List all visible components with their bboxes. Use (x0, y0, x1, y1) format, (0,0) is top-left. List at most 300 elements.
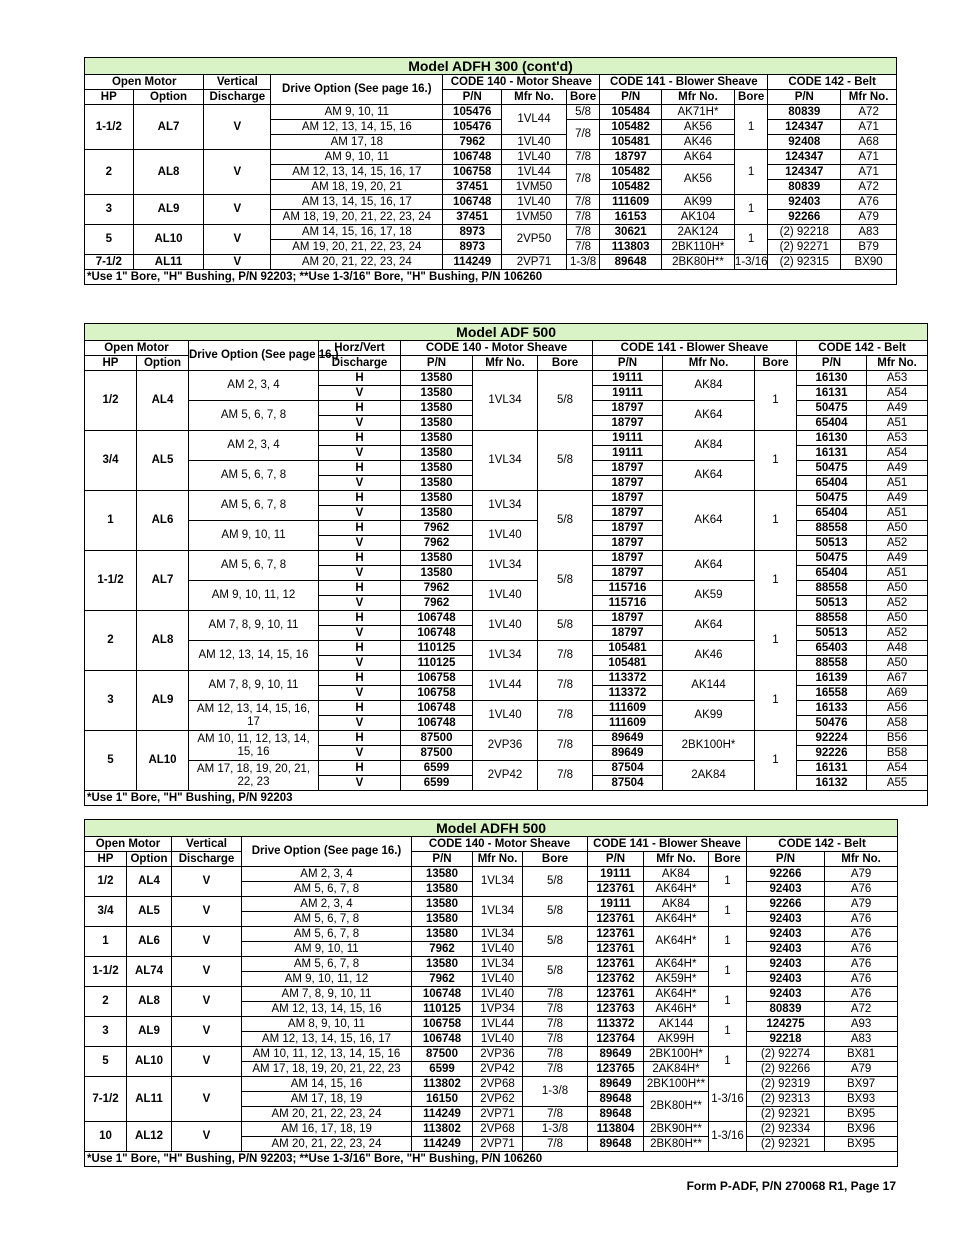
table-cell: 1 (755, 551, 797, 611)
table-cell: 50475 (797, 461, 867, 476)
table-cell: 123761 (588, 957, 644, 972)
table-cell: 5/8 (523, 927, 588, 957)
header-pn: P/N (593, 356, 663, 371)
table-cell: (2) 92313 (747, 1092, 825, 1107)
table-cell: 5/8 (523, 867, 588, 897)
table-cell: AL8 (133, 150, 204, 195)
table-cell: 1/2 (85, 867, 127, 897)
table-cell: 1 (734, 225, 767, 255)
header-mfr: Mfr No. (867, 356, 928, 371)
table-note: *Use 1" Bore, "H" Bushing, P/N 92203; **Use 1-3/16" Bore, "H" Bushing, P/N 106260 (85, 1152, 898, 1167)
table-row (85, 371, 928, 386)
table-row (85, 611, 928, 626)
table-cell: V (172, 1077, 242, 1122)
table-cell: 7/8 (566, 120, 599, 150)
table-row (85, 927, 898, 942)
table-cell: 1VL34 (473, 371, 538, 431)
table-cell: A51 (867, 476, 928, 491)
header-option: Option (137, 356, 189, 371)
table-cell: AM 20, 21, 22, 23, 24 (271, 255, 443, 270)
table-cell: V (319, 536, 401, 551)
table-cell: 2BK80H** (644, 1092, 709, 1122)
table-cell: BX81 (825, 1047, 898, 1062)
table-cell: AM 12, 13, 14, 15, 16 (271, 120, 443, 135)
table-cell: (2) 92218 (768, 225, 841, 240)
table-cell: 114249 (412, 1137, 473, 1152)
table-row (85, 1017, 898, 1032)
table-cell: AL7 (133, 105, 204, 150)
table-cell: AL4 (127, 867, 172, 897)
table-cell: 16132 (797, 776, 867, 791)
table-cell: 50475 (797, 401, 867, 416)
table-cell: 92224 (797, 731, 867, 746)
table-cell: 1 (734, 195, 767, 225)
header-bore: Bore (755, 356, 797, 371)
table-cell: 92403 (747, 972, 825, 987)
table-cell: 1VP34 (473, 1002, 523, 1017)
table-cell: (2) 92274 (747, 1047, 825, 1062)
table-cell: A71 (841, 120, 897, 135)
table-cell: AM 5, 6, 7, 8 (189, 401, 319, 431)
table-cell: 16131 (797, 446, 867, 461)
table-cell: 1-3/8 (523, 1077, 588, 1107)
table-cell: H (319, 611, 401, 626)
table-cell: 92266 (747, 867, 825, 882)
table-cell: 1 (709, 867, 747, 897)
table-cell: A76 (825, 882, 898, 897)
table-cell: 124275 (747, 1017, 825, 1032)
table-cell: 1VL40 (502, 150, 567, 165)
table-cell: A76 (841, 195, 897, 210)
table-cell: A51 (867, 566, 928, 581)
table-cell: 18797 (593, 476, 663, 491)
header-open-motor: Open Motor (85, 75, 204, 90)
table-cell: 105481 (593, 656, 663, 671)
table-cell: AM 17, 18, 19, 20, 21, 22, 23 (242, 1062, 412, 1077)
table-cell: 89649 (588, 1077, 644, 1092)
table-cell: 2VP36 (473, 731, 538, 761)
table-title: Model ADF 500 (85, 324, 928, 341)
table-cell: 92266 (768, 210, 841, 225)
page-footer: Form P-ADF, P/N 270068 R1, Page 17 (686, 1179, 896, 1193)
table-cell: 1-1/2 (85, 105, 134, 150)
table-cell: 1 (709, 927, 747, 957)
table-cell: 123761 (588, 927, 644, 942)
table-cell: 7-1/2 (85, 255, 134, 270)
table-cell: (2) 92315 (768, 255, 841, 270)
table-cell: 123761 (588, 987, 644, 1002)
table-cell: 113372 (593, 686, 663, 701)
table-cell: 8973 (443, 225, 502, 240)
table-cell: 5/8 (538, 371, 593, 431)
table-cell: 1VL34 (473, 897, 523, 927)
table-cell: AK84 (663, 431, 755, 461)
header-pn: P/N (768, 90, 841, 105)
table-cell: AM 16, 17, 18, 19 (242, 1122, 412, 1137)
table-cell: 2BK100H** (644, 1077, 709, 1092)
table-cell: 1 (755, 491, 797, 551)
table-cell: BX96 (825, 1122, 898, 1137)
table-cell: A51 (867, 506, 928, 521)
table-cell: AK64 (663, 611, 755, 641)
table-cell: 16130 (797, 371, 867, 386)
table-cell: 16131 (797, 386, 867, 401)
table-cell: V (172, 987, 242, 1017)
table-cell: AM 9, 10, 11 (189, 521, 319, 551)
table-cell: 3 (85, 195, 134, 225)
table-cell: AK56 (662, 165, 735, 195)
table-cell: A76 (825, 942, 898, 957)
table-cell: AM 7, 8, 9, 10, 11 (189, 671, 319, 701)
table-row (85, 701, 928, 716)
table-cell: AK71H* (662, 105, 735, 120)
table-cell: 18797 (593, 491, 663, 506)
table-cell: AL10 (127, 1047, 172, 1077)
header-mfr: Mfr No. (663, 356, 755, 371)
table-cell: 7/8 (566, 150, 599, 165)
table-cell: V (319, 626, 401, 641)
header-code142: CODE 142 - Belt (747, 837, 898, 852)
table-cell: 18797 (600, 150, 662, 165)
table-cell: 2BK90H** (644, 1122, 709, 1137)
table-cell: V (172, 867, 242, 897)
table-cell: 1VL44 (473, 1017, 523, 1032)
table-cell: 92403 (747, 912, 825, 927)
table-cell: AK64H* (644, 927, 709, 957)
table-cell: A53 (867, 431, 928, 446)
table-row (85, 761, 928, 776)
table-cell: AM 2, 3, 4 (242, 867, 412, 882)
table-cell: AL5 (127, 897, 172, 927)
table-cell: AM 19, 20, 21, 22, 23, 24 (271, 240, 443, 255)
table-cell: 106748 (443, 150, 502, 165)
table-cell: AM 18, 19, 20, 21, 22, 23, 24 (271, 210, 443, 225)
table-cell: 2AK84H* (644, 1062, 709, 1077)
table-row (85, 641, 928, 656)
table-cell: 19111 (593, 446, 663, 461)
table-cell: BX97 (825, 1077, 898, 1092)
table-cell: V (204, 195, 271, 225)
table-cell: 2VP68 (473, 1077, 523, 1092)
header-code140: CODE 140 - Motor Sheave (412, 837, 588, 852)
table-cell: 1VL40 (473, 987, 523, 1002)
table-cell: AL9 (137, 671, 189, 731)
table-cell: 13580 (412, 867, 473, 882)
table-body (85, 371, 928, 791)
table-cell: 1-1/2 (85, 551, 137, 611)
table-cell: H (319, 551, 401, 566)
table-cell: 5/8 (538, 551, 593, 611)
table-cell: 2VP42 (473, 1062, 523, 1077)
table-cell: 1VL34 (473, 957, 523, 972)
table-cell: 1 (755, 371, 797, 431)
table-cell: 87504 (593, 776, 663, 791)
table-cell: A79 (825, 1062, 898, 1077)
table-cell: AM 9, 10, 11 (271, 150, 443, 165)
table-cell: 19111 (593, 371, 663, 386)
table-cell: 80839 (747, 1002, 825, 1017)
table-cell: AK64H* (644, 957, 709, 972)
table-cell: AK64 (663, 461, 755, 491)
table-cell: 13580 (401, 461, 473, 476)
table-cell: 113804 (588, 1122, 644, 1137)
table-cell: AM 17, 18, 19, 20, 21, 22, 23 (189, 761, 319, 791)
table-cell: 13580 (401, 506, 473, 521)
table-cell: 1/2 (85, 371, 137, 431)
table-cell: A56 (867, 701, 928, 716)
table-cell: 7/8 (523, 1047, 588, 1062)
table-cell: 50513 (797, 596, 867, 611)
table-cell: 13580 (401, 476, 473, 491)
table-cell: (2) 92321 (747, 1137, 825, 1152)
table-cell: 5/8 (523, 957, 588, 987)
table-cell: 16130 (797, 431, 867, 446)
table-cell: AM 2, 3, 4 (189, 371, 319, 401)
table-cell: H (319, 641, 401, 656)
table-row (85, 731, 928, 746)
table-cell: A55 (867, 776, 928, 791)
table-cell: 7962 (401, 581, 473, 596)
header-bore: Bore (538, 356, 593, 371)
header-code142: CODE 142 - Belt (768, 75, 897, 90)
table-cell: AK99H (644, 1032, 709, 1047)
table-cell: 89649 (593, 746, 663, 761)
table-title: Model ADFH 500 (85, 820, 898, 837)
table-cell: 2VP62 (473, 1092, 523, 1107)
table-cell: 1 (709, 897, 747, 927)
table-cell: 92403 (747, 957, 825, 972)
table-cell: 2BK100H* (644, 1047, 709, 1062)
table-cell: 105481 (593, 641, 663, 656)
header-pn: P/N (443, 90, 502, 105)
table-cell: A93 (825, 1017, 898, 1032)
table-cell: 16150 (412, 1092, 473, 1107)
table-cell: AK64H* (644, 912, 709, 927)
table-cell: V (319, 776, 401, 791)
table-cell: 2BK100H* (663, 731, 755, 761)
table-cell: AL4 (137, 371, 189, 431)
table-cell: 13580 (412, 897, 473, 912)
table-cell: V (172, 897, 242, 927)
table-cell: 3 (85, 671, 137, 731)
table-cell: 1-3/16 (709, 1077, 747, 1122)
table-body (85, 105, 897, 270)
table-cell: AK64H* (644, 987, 709, 1002)
table-cell: 50513 (797, 626, 867, 641)
table-cell: 1VL40 (502, 135, 567, 150)
table-cell: 7/8 (566, 225, 599, 240)
table-cell: 123762 (588, 972, 644, 987)
table-cell: AM 20, 21, 22, 23, 24 (242, 1107, 412, 1122)
header-open-motor: Open Motor (85, 837, 172, 852)
table-cell: A76 (825, 912, 898, 927)
table-cell: H (319, 491, 401, 506)
table-cell: AK64H* (644, 882, 709, 897)
table-cell: 18797 (593, 611, 663, 626)
table-cell: A52 (867, 536, 928, 551)
table-cell: A79 (825, 867, 898, 882)
table-adf500 (84, 323, 928, 806)
table-cell: 7962 (401, 536, 473, 551)
table-cell: 16153 (600, 210, 662, 225)
table-cell: A76 (825, 987, 898, 1002)
table-cell: AM 8, 9, 10, 11 (242, 1017, 412, 1032)
table-cell: A76 (825, 927, 898, 942)
table-cell: 1VL34 (473, 491, 538, 521)
table-cell: 123763 (588, 1002, 644, 1017)
table-cell: AL11 (133, 255, 204, 270)
table-cell: A67 (867, 671, 928, 686)
table-cell: 19111 (593, 386, 663, 401)
table-cell: A58 (867, 716, 928, 731)
header-open-motor: Open Motor (85, 341, 189, 356)
table-cell: AK104 (662, 210, 735, 225)
table-cell: 89648 (588, 1137, 644, 1152)
header-pn: P/N (588, 852, 644, 867)
table-row (85, 897, 898, 912)
table-cell: AM 2, 3, 4 (242, 897, 412, 912)
table-cell: 105482 (600, 180, 662, 195)
table-cell: 87500 (401, 731, 473, 746)
table-cell: 18797 (593, 461, 663, 476)
table-row (85, 225, 897, 240)
table-cell: 92266 (747, 897, 825, 912)
table-cell: BX93 (825, 1092, 898, 1107)
table-cell: 3/4 (85, 431, 137, 491)
table-cell: A49 (867, 551, 928, 566)
table-cell: 105482 (600, 165, 662, 180)
table-cell: 106748 (401, 626, 473, 641)
table-cell: AM 9, 10, 11, 12 (189, 581, 319, 611)
header-mfr: Mfr No. (502, 90, 567, 105)
table-cell: A48 (867, 641, 928, 656)
table-cell: 113802 (412, 1122, 473, 1137)
table-cell: 1 (85, 491, 137, 551)
table-cell: A72 (841, 105, 897, 120)
table-cell: AM 10, 11, 12, 13, 14, 15, 16 (242, 1047, 412, 1062)
table-cell: 7/8 (523, 1062, 588, 1077)
table-cell: (2) 92271 (768, 240, 841, 255)
table-cell: AM 13, 14, 15, 16, 17 (271, 195, 443, 210)
header-bore: Bore (709, 852, 747, 867)
table-cell: AM 18, 19, 20, 21 (271, 180, 443, 195)
table-adfh500 (84, 819, 898, 1167)
table-cell: 1VL34 (473, 641, 538, 671)
table-cell: 37451 (443, 180, 502, 195)
table-cell: 65404 (797, 476, 867, 491)
table-cell: AM 5, 6, 7, 8 (242, 927, 412, 942)
table-cell: 2 (85, 611, 137, 671)
table-cell: 13580 (401, 446, 473, 461)
table-cell: 1 (709, 987, 747, 1017)
table-cell: AK99 (663, 701, 755, 731)
table-adfh300 (84, 57, 897, 285)
table-cell: H (319, 701, 401, 716)
table-cell: 18797 (593, 551, 663, 566)
table-cell: 110125 (401, 641, 473, 656)
header-mfr: Mfr No. (662, 90, 735, 105)
table-cell: 7/8 (566, 240, 599, 255)
table-cell: B56 (867, 731, 928, 746)
table-row (85, 987, 898, 1002)
table-cell: 7962 (401, 596, 473, 611)
table-cell: AL8 (127, 987, 172, 1017)
table-cell: 111609 (593, 701, 663, 716)
table-cell: 2BK80H** (662, 255, 735, 270)
header-code142: CODE 142 - Belt (797, 341, 928, 356)
table-cell: H (319, 521, 401, 536)
table-cell: AM 10, 11, 12, 13, 14, 15, 16 (189, 731, 319, 761)
table-cell: 13580 (401, 431, 473, 446)
table-cell: A49 (867, 491, 928, 506)
table-cell: 1VL34 (473, 927, 523, 942)
table-cell: 124347 (768, 165, 841, 180)
table-cell: 65404 (797, 416, 867, 431)
table-row (85, 521, 928, 536)
table-cell: H (319, 461, 401, 476)
table-cell: V (172, 1017, 242, 1047)
table-cell: 1VL40 (473, 611, 538, 641)
header-pn: P/N (797, 356, 867, 371)
table-cell: 113372 (593, 671, 663, 686)
table-cell: 37451 (443, 210, 502, 225)
table-cell: 13580 (412, 882, 473, 897)
table-cell: A79 (825, 897, 898, 912)
table-cell: 80839 (768, 105, 841, 120)
table-cell: 106758 (401, 671, 473, 686)
table-cell: 1 (709, 957, 747, 987)
table-cell: AK46H* (644, 1002, 709, 1017)
table-cell: 1VM50 (502, 180, 567, 195)
table-row (85, 1077, 898, 1092)
table-cell: 105476 (443, 120, 502, 135)
table-cell: B79 (841, 240, 897, 255)
table-cell: V (172, 957, 242, 987)
header-mfr: Mfr No. (825, 852, 898, 867)
table-cell: 92408 (768, 135, 841, 150)
table-cell: 13580 (401, 566, 473, 581)
table-cell: 7/8 (566, 165, 599, 195)
table-cell: A50 (867, 521, 928, 536)
table-cell: 7/8 (566, 210, 599, 225)
table-row (85, 867, 898, 882)
table-cell: 5/8 (538, 491, 593, 551)
table-cell: 1-3/8 (566, 255, 599, 270)
table-cell: 1 (85, 927, 127, 957)
table-cell: AM 9, 10, 11 (271, 105, 443, 120)
table-cell: 111609 (600, 195, 662, 210)
table-cell: 88558 (797, 521, 867, 536)
header-mfr: Mfr No. (644, 852, 709, 867)
table-cell: 50513 (797, 536, 867, 551)
table-cell: 87500 (412, 1047, 473, 1062)
table-cell: 92403 (768, 195, 841, 210)
table-cell: 1VL34 (473, 867, 523, 897)
table-cell: 8973 (443, 240, 502, 255)
table-cell: A53 (867, 371, 928, 386)
table-cell: AL7 (137, 551, 189, 611)
table-cell: 13580 (401, 401, 473, 416)
table-cell: 106748 (401, 611, 473, 626)
header-drive-option: Drive Option (See page 16.) (271, 75, 443, 105)
table-cell: V (319, 716, 401, 731)
table-row (85, 491, 928, 506)
table-cell: (2) 92334 (747, 1122, 825, 1137)
table-cell: 1VL44 (502, 165, 567, 180)
table-cell: 113372 (588, 1017, 644, 1032)
table-cell: 18797 (593, 536, 663, 551)
table-cell: AK144 (644, 1017, 709, 1032)
